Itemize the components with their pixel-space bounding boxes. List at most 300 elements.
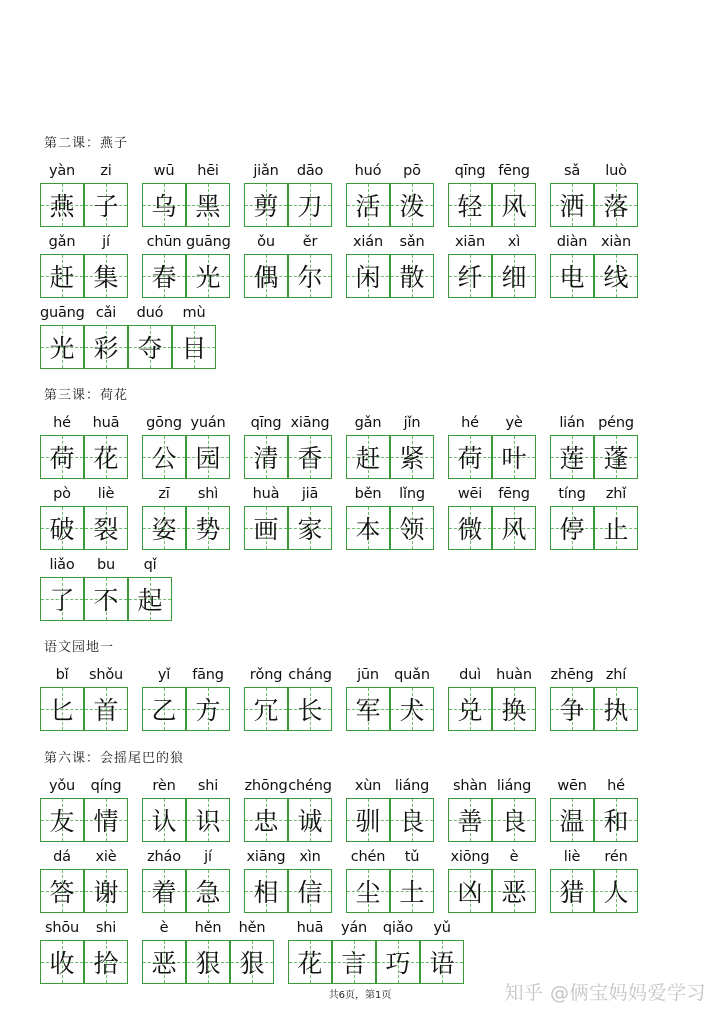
tianzige-cell [186, 940, 230, 984]
hanzi-character: 家 [297, 515, 323, 544]
word-group [244, 778, 332, 844]
hanzi-character: 犬 [399, 696, 425, 725]
hanzi-character: 信 [297, 878, 323, 907]
pinyin-label: gǎn [48, 234, 76, 250]
hanzi-character: 语 [429, 949, 455, 978]
tianzige-cell [492, 687, 536, 731]
hanzi-character: 清 [253, 444, 279, 473]
pinyin-label: xì [507, 234, 521, 250]
hanzi-character: 黑 [195, 192, 221, 221]
tianzige-cell [230, 940, 274, 984]
word-group [142, 163, 230, 229]
hanzi-character: 猎 [559, 878, 585, 907]
tianzige-cell [244, 798, 288, 842]
pinyin-label: huó [354, 163, 382, 179]
tianzige-cell [40, 325, 84, 369]
tianzige-cell [142, 254, 186, 298]
tianzige-cell [550, 254, 594, 298]
tianzige-cell [40, 869, 84, 913]
hanzi-character: 目 [181, 334, 207, 363]
hanzi-character: 泼 [399, 192, 425, 221]
hanzi-character: 香 [297, 444, 323, 473]
pinyin-label: zhēng [550, 667, 594, 683]
pinyin-label: liáng [496, 778, 532, 794]
pinyin-label: chéng [288, 778, 332, 794]
pinyin-label: gǎn [354, 415, 382, 431]
tianzige-cell [84, 254, 128, 298]
tianzige-cell [142, 183, 186, 227]
hanzi-character: 线 [603, 263, 629, 292]
tianzige-cell [142, 687, 186, 731]
hanzi-character: 狠 [195, 949, 221, 978]
pinyin-label: xiàn [601, 234, 631, 250]
hanzi-character: 子 [93, 192, 119, 221]
hanzi-character: 恶 [151, 949, 177, 978]
hanzi-character: 微 [457, 515, 483, 544]
pinyin-label: huā [296, 920, 324, 936]
tianzige-cell [390, 687, 434, 731]
section-title: 第二课：燕子 [44, 136, 129, 151]
hanzi-character: 换 [501, 696, 527, 725]
pinyin-label: xùn [354, 778, 382, 794]
pinyin-label: qiǎo [382, 920, 414, 936]
pinyin-label: hé [461, 415, 479, 431]
hanzi-character: 春 [151, 263, 177, 292]
hanzi-character: 风 [501, 192, 527, 221]
word-group [142, 667, 230, 733]
hanzi-character: 花 [93, 444, 119, 473]
hanzi-character: 尔 [297, 263, 323, 292]
tianzige-cell [492, 183, 536, 227]
word-group [346, 667, 434, 733]
pinyin-label: xiōng [450, 849, 490, 865]
hanzi-character: 言 [341, 949, 367, 978]
tianzige-cell [594, 435, 638, 479]
pinyin-label: yǔ [433, 920, 451, 936]
tianzige-cell [288, 183, 332, 227]
hanzi-character: 偶 [253, 263, 279, 292]
tianzige-cell [550, 869, 594, 913]
word-group [40, 415, 128, 481]
pinyin-label: xiāng [246, 849, 286, 865]
pinyin-label: wēi [457, 486, 483, 502]
word-group [346, 778, 434, 844]
hanzi-character: 紧 [399, 444, 425, 473]
pinyin-label: quǎn [394, 667, 430, 683]
hanzi-character: 争 [559, 696, 585, 725]
tianzige-cell [244, 687, 288, 731]
tianzige-cell [40, 506, 84, 550]
hanzi-character: 尘 [355, 878, 381, 907]
hanzi-character: 答 [49, 878, 75, 907]
page-footer: 共6页，第1页 [328, 990, 392, 1001]
pinyin-label: xìn [299, 849, 321, 865]
hanzi-character: 夺 [137, 334, 163, 363]
tianzige-cell [172, 325, 216, 369]
hanzi-character: 军 [355, 696, 381, 725]
pinyin-label: xiāng [290, 415, 330, 431]
word-group [448, 163, 536, 229]
hanzi-character: 蓬 [603, 444, 629, 473]
hanzi-character: 彩 [93, 334, 119, 363]
pinyin-label: yàn [48, 163, 76, 179]
pinyin-label: pò [53, 486, 71, 502]
tianzige-cell [186, 254, 230, 298]
tianzige-cell [332, 940, 376, 984]
tianzige-cell [550, 506, 594, 550]
tianzige-cell [142, 798, 186, 842]
hanzi-character: 电 [559, 263, 585, 292]
tianzige-cell [550, 435, 594, 479]
tianzige-cell [346, 687, 390, 731]
word-group [448, 667, 536, 733]
tianzige-cell [244, 254, 288, 298]
pinyin-label: bu [97, 557, 115, 573]
tianzige-cell [244, 869, 288, 913]
tianzige-cell [448, 435, 492, 479]
tianzige-cell [594, 798, 638, 842]
word-group [142, 486, 230, 552]
tianzige-cell [594, 506, 638, 550]
hanzi-character: 画 [253, 515, 279, 544]
hanzi-character: 执 [603, 696, 629, 725]
hanzi-character: 赶 [49, 263, 75, 292]
pinyin-label: xián [353, 234, 383, 250]
hanzi-character: 驯 [355, 807, 381, 836]
tianzige-cell [376, 940, 420, 984]
hanzi-character: 纤 [457, 263, 483, 292]
hanzi-character: 良 [399, 807, 425, 836]
hanzi-character: 园 [195, 444, 221, 473]
tianzige-cell [492, 254, 536, 298]
hanzi-character: 闲 [355, 263, 381, 292]
tianzige-cell [84, 435, 128, 479]
tianzige-cell [390, 435, 434, 479]
hanzi-character: 情 [93, 807, 119, 836]
tianzige-cell [390, 506, 434, 550]
tianzige-cell [346, 183, 390, 227]
pinyin-label: shōu [44, 920, 79, 936]
tianzige-cell [420, 940, 464, 984]
hanzi-character: 诚 [297, 807, 323, 836]
hanzi-character: 凶 [457, 878, 483, 907]
hanzi-character: 破 [49, 515, 75, 544]
hanzi-character: 光 [195, 263, 221, 292]
hanzi-character: 首 [93, 696, 119, 725]
hanzi-character: 荷 [457, 444, 483, 473]
hanzi-character: 人 [603, 878, 629, 907]
word-group [244, 234, 332, 300]
tianzige-cell [346, 869, 390, 913]
hanzi-character: 狠 [239, 949, 265, 978]
pinyin-label: lián [559, 415, 585, 431]
tianzige-cell [492, 869, 536, 913]
pinyin-label: dá [53, 849, 71, 865]
hanzi-character: 方 [195, 696, 221, 725]
watermark: 知乎 @俩宝妈妈爱学习 [504, 982, 706, 1004]
pinyin-label: fāng [192, 667, 224, 683]
hanzi-character: 势 [195, 515, 221, 544]
hanzi-character: 本 [355, 515, 381, 544]
word-group [550, 415, 638, 481]
hanzi-character: 风 [501, 515, 527, 544]
word-group [40, 234, 128, 300]
pinyin-label: pō [403, 163, 421, 179]
hanzi-character: 认 [151, 807, 177, 836]
word-group [346, 849, 434, 915]
pinyin-label: shi [95, 920, 117, 936]
pinyin-label: xiān [455, 234, 485, 250]
pinyin-label: hěn [238, 920, 266, 936]
tianzige-cell [84, 183, 128, 227]
hanzi-character: 谢 [93, 878, 119, 907]
hanzi-character: 收 [49, 949, 75, 978]
word-group [40, 778, 128, 844]
hanzi-character: 光 [49, 334, 75, 363]
hanzi-character: 相 [253, 878, 279, 907]
pinyin-label: gōng [146, 415, 182, 431]
pinyin-label: tíng [558, 486, 586, 502]
pinyin-label: cǎi [95, 305, 117, 321]
tianzige-cell [128, 325, 172, 369]
pinyin-label: liè [563, 849, 581, 865]
pinyin-label: yǒu [48, 778, 76, 794]
pinyin-label: duó [136, 305, 164, 321]
hanzi-character: 冗 [253, 696, 279, 725]
hanzi-character: 止 [603, 515, 629, 544]
hanzi-character: 不 [93, 586, 119, 615]
word-group [346, 234, 434, 300]
hanzi-character: 巧 [385, 949, 411, 978]
pinyin-label: guāng [40, 305, 85, 321]
pinyin-label: liáng [394, 778, 430, 794]
pinyin-label: hěn [194, 920, 222, 936]
pinyin-label: huà [252, 486, 280, 502]
pinyin-label: rén [604, 849, 628, 865]
hanzi-character: 和 [603, 807, 629, 836]
hanzi-character: 剪 [253, 192, 279, 221]
hanzi-character: 活 [355, 192, 381, 221]
tianzige-cell [186, 869, 230, 913]
hanzi-character: 集 [93, 263, 119, 292]
tianzige-cell [288, 940, 332, 984]
word-group [448, 486, 536, 552]
word-group [550, 486, 638, 552]
hanzi-character: 良 [501, 807, 527, 836]
pinyin-label: yuán [190, 415, 226, 431]
tianzige-cell [492, 798, 536, 842]
pinyin-label: fēng [498, 163, 530, 179]
pinyin-label: wēn [557, 778, 587, 794]
tianzige-cell [288, 254, 332, 298]
tianzige-cell [288, 435, 332, 479]
hanzi-character: 土 [399, 878, 425, 907]
pinyin-label: wū [153, 163, 175, 179]
word-group [346, 486, 434, 552]
hanzi-character: 莲 [559, 444, 585, 473]
hanzi-character: 急 [195, 878, 221, 907]
pinyin-label: è [159, 920, 169, 936]
word-group [346, 415, 434, 481]
word-group [40, 557, 172, 623]
pinyin-label: shàn [452, 778, 488, 794]
pinyin-label: bǐ [55, 667, 69, 683]
hanzi-character: 洒 [559, 192, 585, 221]
section-title: 语文园地一 [44, 640, 115, 655]
tianzige-cell [346, 254, 390, 298]
tianzige-cell [288, 506, 332, 550]
word-group [448, 415, 536, 481]
pinyin-label: jūn [357, 667, 379, 683]
hanzi-character: 叶 [501, 444, 527, 473]
tianzige-cell [346, 435, 390, 479]
pinyin-label: huàn [496, 667, 532, 683]
hanzi-character: 燕 [49, 192, 75, 221]
tianzige-cell [40, 798, 84, 842]
pinyin-label: zi [100, 163, 112, 179]
word-group [448, 778, 536, 844]
hanzi-character: 识 [195, 807, 221, 836]
tianzige-cell [492, 506, 536, 550]
tianzige-cell [594, 869, 638, 913]
tianzige-cell [492, 435, 536, 479]
hanzi-character: 了 [49, 586, 75, 615]
tianzige-cell [40, 435, 84, 479]
pinyin-label: dāo [296, 163, 324, 179]
word-group [550, 849, 638, 915]
hanzi-character: 匕 [49, 696, 75, 725]
hanzi-character: 荷 [49, 444, 75, 473]
pinyin-label: jí [204, 849, 212, 865]
tianzige-cell [288, 687, 332, 731]
pinyin-label: jí [102, 234, 110, 250]
pinyin-label: rèn [152, 778, 176, 794]
hanzi-character: 散 [399, 263, 425, 292]
tianzige-cell [84, 869, 128, 913]
pinyin-label: lǐng [399, 486, 425, 502]
tianzige-cell [448, 869, 492, 913]
tianzige-cell [186, 506, 230, 550]
hanzi-character: 友 [49, 807, 75, 836]
tianzige-cell [186, 183, 230, 227]
pinyin-label: liǎo [49, 557, 75, 573]
word-group [40, 163, 128, 229]
word-group [40, 920, 128, 986]
pinyin-label: duì [459, 667, 481, 683]
pinyin-label: qīng [250, 415, 282, 431]
pinyin-label: guāng [186, 234, 231, 250]
word-group [288, 920, 464, 986]
hanzi-character: 乙 [151, 696, 177, 725]
hanzi-character: 公 [151, 444, 177, 473]
tianzige-cell [550, 183, 594, 227]
tianzige-cell [390, 798, 434, 842]
pinyin-label: qǐ [143, 557, 157, 573]
word-group [40, 849, 128, 915]
pinyin-label: huā [92, 415, 120, 431]
tianzige-cell [142, 869, 186, 913]
hanzi-character: 裂 [93, 515, 119, 544]
word-group [244, 486, 332, 552]
tianzige-cell [346, 506, 390, 550]
tianzige-cell [594, 254, 638, 298]
pinyin-label: qīng [454, 163, 486, 179]
pinyin-label: yè [505, 415, 523, 431]
pinyin-label: xiè [95, 849, 117, 865]
hanzi-character: 拾 [93, 949, 119, 978]
pinyin-label: sǎ [563, 163, 581, 179]
word-group [40, 667, 128, 733]
pinyin-label: hé [53, 415, 71, 431]
pinyin-label: péng [598, 415, 634, 431]
pinyin-label: rǒng [249, 667, 283, 683]
pinyin-label: yán [340, 920, 368, 936]
word-group [142, 920, 274, 986]
tianzige-cell [186, 798, 230, 842]
pinyin-label: shǒu [88, 667, 123, 683]
pinyin-label: hēi [197, 163, 219, 179]
hanzi-character: 善 [457, 807, 483, 836]
tianzige-cell [84, 325, 128, 369]
tianzige-cell [128, 577, 172, 621]
tianzige-cell [448, 506, 492, 550]
pinyin-label: zháo [147, 849, 181, 865]
tianzige-cell [142, 940, 186, 984]
pinyin-label: jǐn [403, 415, 421, 431]
tianzige-cell [40, 577, 84, 621]
hanzi-character: 长 [297, 696, 323, 725]
tianzige-cell [84, 577, 128, 621]
word-group [550, 163, 638, 229]
pinyin-label: hé [607, 778, 625, 794]
hanzi-character: 细 [501, 263, 527, 292]
pinyin-label: zhōng [244, 778, 288, 794]
hanzi-character: 姿 [151, 515, 177, 544]
tianzige-cell [40, 940, 84, 984]
section-title: 第六课：会摇尾巴的狼 [44, 751, 185, 766]
word-group [142, 234, 230, 300]
tianzige-cell [84, 687, 128, 731]
word-group [40, 305, 216, 371]
pinyin-label: chén [350, 849, 386, 865]
hanzi-character: 乌 [151, 192, 177, 221]
hanzi-character: 起 [137, 586, 163, 615]
tianzige-cell [84, 798, 128, 842]
tianzige-cell [186, 687, 230, 731]
pinyin-label: chūn [146, 234, 182, 250]
hanzi-character: 兑 [457, 696, 483, 725]
pinyin-label: shì [197, 486, 219, 502]
pinyin-label: liè [97, 486, 115, 502]
tianzige-cell [448, 183, 492, 227]
hanzi-character: 着 [151, 878, 177, 907]
tianzige-cell [288, 869, 332, 913]
hanzi-character: 花 [297, 949, 323, 978]
word-group [142, 415, 230, 481]
pinyin-label: zhǐ [605, 486, 627, 502]
pinyin-label: shi [197, 778, 219, 794]
tianzige-cell [84, 940, 128, 984]
word-group [142, 849, 230, 915]
pinyin-label: tǔ [404, 849, 420, 865]
word-group [550, 778, 638, 844]
word-group [142, 778, 230, 844]
word-group [40, 486, 128, 552]
pinyin-label: sǎn [399, 234, 425, 250]
hanzi-character: 恶 [501, 878, 527, 907]
tianzige-cell [448, 687, 492, 731]
tianzige-cell [550, 798, 594, 842]
